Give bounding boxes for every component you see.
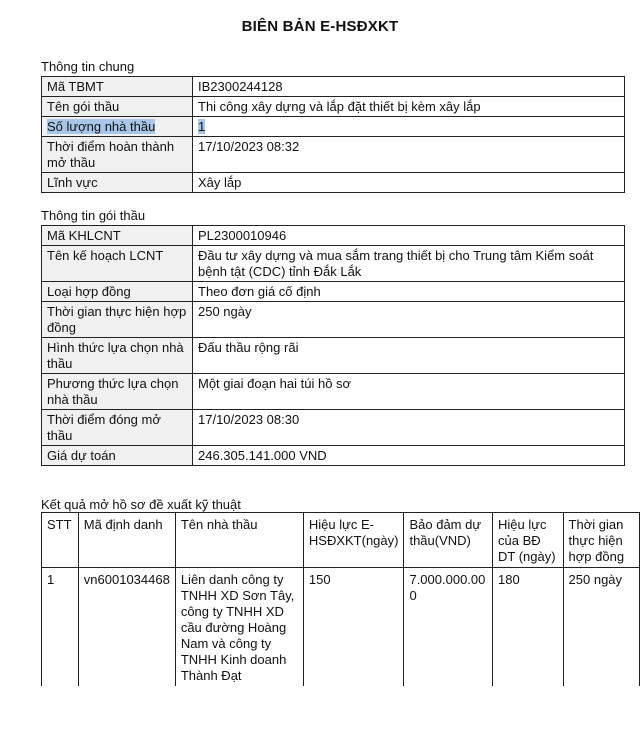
cell-guarantee: 7.000.000.000: [404, 568, 493, 687]
table-row: [42, 302, 625, 338]
table-row: [42, 137, 625, 173]
table-row: [42, 282, 625, 302]
section-general-heading: Thông tin chung: [41, 59, 135, 74]
cell-guarantee-validity: 180: [493, 568, 564, 687]
selected-text[interactable]: Số lượng nhà thầu: [47, 119, 156, 134]
cell-stt: 1: [42, 568, 79, 687]
table-row: [42, 173, 625, 193]
table-row: [42, 374, 625, 410]
field-label: Giá dự toán: [42, 446, 193, 466]
cell-bidder: Liên danh công ty TNHH XD Sơn Tây, công ty TNHH XD cầu đường Hoàng Nam và công ty TNHH Kinh doanh Thành Đạt: [175, 568, 303, 687]
document-title: BIÊN BẢN E-HSĐXKT: [241, 18, 399, 35]
table-row: [42, 117, 625, 137]
general-info-table: [41, 76, 625, 193]
column-header-validity: Hiệu lực E-HSĐXKT(ngày): [303, 513, 404, 568]
field-label: Tên kế hoạch LCNT: [42, 246, 193, 282]
field-label: Tên gói thầu: [42, 97, 193, 117]
table-row: [42, 338, 625, 374]
column-header-bidder: Tên nhà thầu: [175, 513, 303, 568]
field-label: Mã KHLCNT: [42, 226, 193, 246]
field-value: [193, 117, 625, 137]
cell-validity: 150: [303, 568, 404, 687]
column-header-id: Mã định danh: [78, 513, 175, 568]
field-label: Thời gian thực hiện hợp đồng: [42, 302, 193, 338]
field-value: Một giai đoạn hai túi hồ sơ: [193, 374, 625, 410]
table-row: [42, 246, 625, 282]
selected-text[interactable]: 1: [198, 119, 206, 134]
table-row: [42, 77, 625, 97]
field-label: Thời điểm hoàn thành mở thầu: [42, 137, 193, 173]
package-info-table: [41, 225, 625, 466]
field-label: Thời điểm đóng mở thầu: [42, 410, 193, 446]
field-value: PL2300010946: [193, 226, 625, 246]
field-value: IB2300244128: [193, 77, 625, 97]
table-row: [42, 226, 625, 246]
field-label: Phương thức lựa chọn nhà thầu: [42, 374, 193, 410]
column-header-duration: Thời gian thực hiện hợp đồng: [563, 513, 639, 568]
table-row: [42, 568, 640, 687]
table-header-row: [42, 513, 640, 568]
column-header-guarantee: Bảo đảm dự thầu(VND): [404, 513, 493, 568]
results-table: [41, 512, 640, 686]
section-package-heading: Thông tin gói thầu: [41, 208, 146, 223]
field-value: Thi công xây dựng và lắp đặt thiết bị kèm xây lắp: [193, 97, 625, 117]
section-results-heading: Kết quả mở hồ sơ đề xuất kỹ thuật: [41, 497, 241, 512]
table-row: [42, 97, 625, 117]
field-label: Lĩnh vực: [42, 173, 193, 193]
field-value: 17/10/2023 08:32: [193, 137, 625, 173]
field-label: Loại hợp đồng: [42, 282, 193, 302]
field-value: 250 ngày: [193, 302, 625, 338]
cell-duration: 250 ngày: [563, 568, 639, 687]
field-value: 17/10/2023 08:30: [193, 410, 625, 446]
column-header-stt: STT: [42, 513, 79, 568]
column-header-guarantee-validity: Hiệu lực của BĐ DT (ngày): [493, 513, 564, 568]
field-value: Xây lắp: [193, 173, 625, 193]
field-value: Theo đơn giá cố định: [193, 282, 625, 302]
field-value: Đầu tư xây dựng và mua sắm trang thiết bị cho Trung tâm Kiểm soát bệnh tật (CDC) tỉnh Đắk Lắk: [193, 246, 625, 282]
field-label: Mã TBMT: [42, 77, 193, 97]
table-row: [42, 410, 625, 446]
field-label: Hình thức lựa chọn nhà thầu: [42, 338, 193, 374]
field-value: Đấu thầu rộng rãi: [193, 338, 625, 374]
cell-id: vn6001034468: [78, 568, 175, 687]
field-label: [42, 117, 193, 137]
field-value: 246.305.141.000 VND: [193, 446, 625, 466]
table-row: [42, 446, 625, 466]
